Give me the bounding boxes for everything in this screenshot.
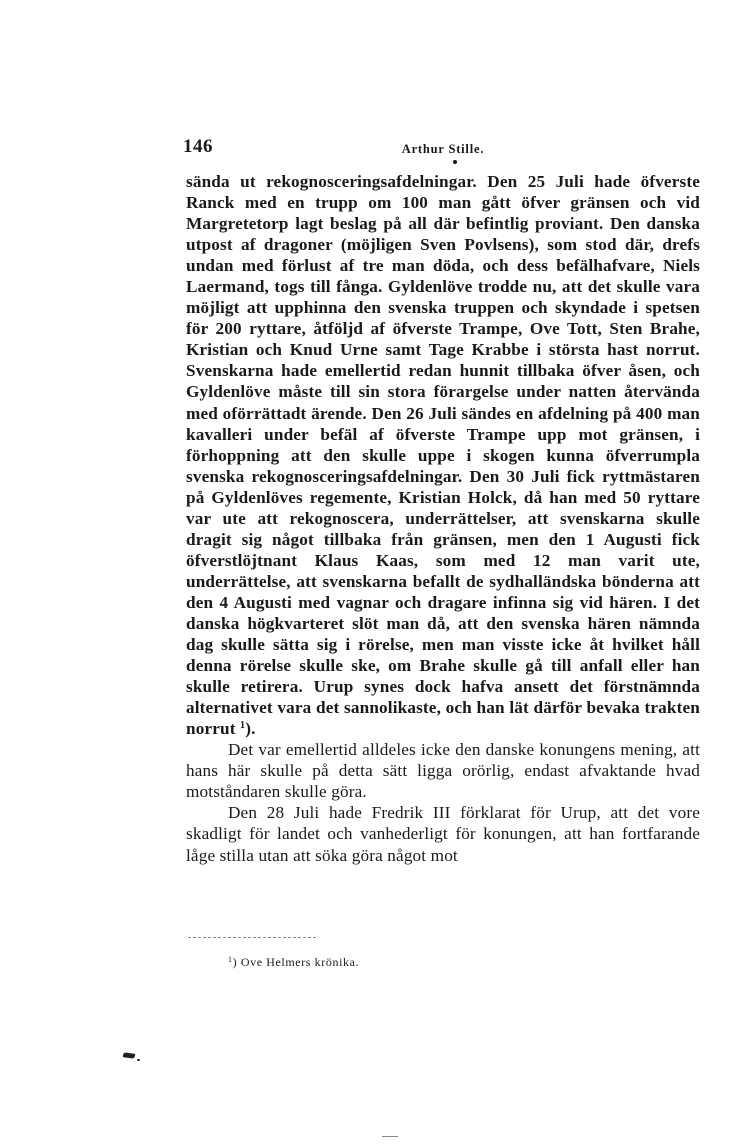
- body-text: [186, 171, 700, 866]
- page-number: 146: [183, 136, 213, 157]
- footnote-separator-rule: [188, 937, 316, 938]
- footnote-marker-close: ): [232, 955, 238, 969]
- footnote-marker: 1: [228, 955, 233, 964]
- footnote-reference[interactable]: 1: [240, 720, 246, 732]
- page-header: [183, 136, 703, 160]
- printer-mark-dot: [453, 160, 457, 164]
- footnote-text: Ove Helmers krönika.: [240, 955, 360, 969]
- paragraph-1-end: ).: [245, 719, 256, 739]
- ink-speck: [382, 1136, 398, 1137]
- paragraph-2: Det var emellertid alldeles icke den danske konungens mening, att hans här skulle på detta sätt ligga orörlig, endast afvaktande hvad motståndaren skulle göra.: [186, 740, 700, 802]
- paragraph-1: [186, 171, 700, 739]
- footnote: [228, 955, 359, 970]
- paragraph-3: Den 28 Juli hade Fredrik III förklarat för Urup, att det vore skadligt för landet och vanhederligt för konungen, att han fortfarande låge stilla utan att söka göra något mot: [186, 803, 700, 865]
- paragraph-1-text: sända ut rekognosceringsafdelningar. Den 25 Juli hade öfverste Ranck med en trupp om 100 man gått öfver gränsen och vid Margretetorp lagt beslag på all där befintlig proviant. Den danska utpost af dragoner (möjligen Sven Povlsens), som stod där, drefs undan med förlust af tre man döda, och dess befälhafvare, Niels Laermand, togs till fånga. Gyldenlöve trodde nu, att det skulle vara möjligt att upphinna den svenska truppen och skyndade i spetsen för 200 ryttare, åtföljd af öfverste Trampe, Ove Tott, Sten Brahe, Kristian och Knud Urne samt Tage Krabbe i största hast norrut. Svenskarna hade emellertid redan hunnit tillbaka öfver åsen, och Gyldenlöve måste till sin stora förargelse under natten återvända med oförrättadt ärende. Den 26 Juli sändes en afdelning på 400 man kavalleri under befäl af öfverste Trampe upp mot gränsen, i förhoppning att den skulle uppe i skogen kunna öfverrumpla svenska rekognosceringsafdelningar. Den 30 Juli fick ryttmästaren på Gyldenlöves regemente, Kristian Holck, då han med 50 ryttare var ute att rekognoscera, underrättelser, att svenskarna skulle dragit sig något tillbaka från gränsen, men den 1 Augusti fick öfverstlöjtnant Klaus Kaas, som med 12 man varit ute, underrättelse, att svenskarna befallt de sydhalländska bönderna att den 4 Augusti med vagnar och dragare infinna sig vid hären. I det danska högkvarteret slöt man då, att den svenska hären nämnda dag skulle sätta sig i rörelse, men man visste icke åt hvilket håll denna rörelse skulle ske, om Brahe skulle gå till anfall eller han skulle retirera. Urup synes dock hafva ansett det förstnämnda alternativet vara det sannolikaste, och han lät därför bevaka trakten norrut: [186, 172, 700, 739]
- ink-speck: [123, 1052, 136, 1059]
- running-head: Arthur Stille.: [401, 142, 485, 156]
- ink-speck: [137, 1059, 140, 1061]
